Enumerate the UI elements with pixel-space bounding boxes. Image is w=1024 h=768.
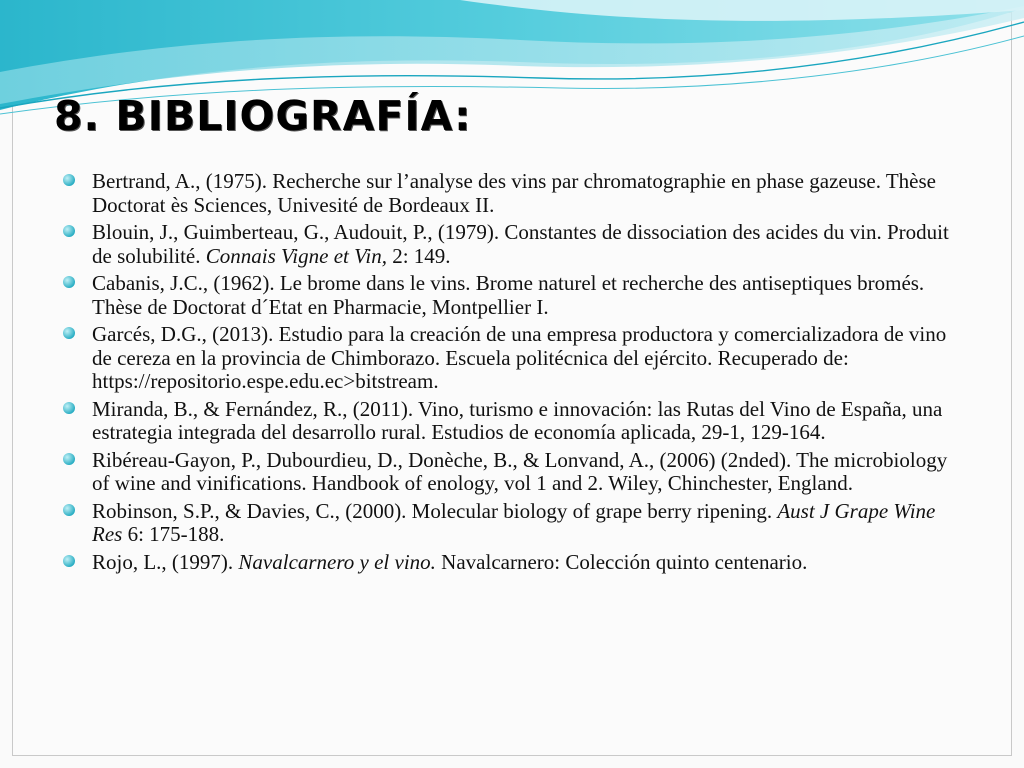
reference-italic-text: Connais Vigne et Vin,	[205, 243, 387, 268]
circle-bullet-icon	[62, 401, 76, 415]
reference-text: Robinson, S.P., & Davies, C., (2000). Molecular biology of grape berry ripening.	[92, 498, 778, 523]
circle-bullet-icon	[62, 224, 76, 238]
reference-text: Blouin, J., Guimberteau, G., Audouit, P., (1979). Constantes de dissociation des acides du vin. Produit de solubilité.	[92, 220, 949, 268]
circle-bullet-icon	[62, 326, 76, 340]
circle-bullet-icon	[62, 503, 76, 517]
reference-item	[62, 323, 962, 394]
reference-item	[62, 272, 962, 319]
reference-item	[62, 170, 962, 217]
reference-item	[62, 449, 962, 496]
circle-bullet-icon	[62, 173, 76, 187]
circle-bullet-icon	[62, 554, 76, 568]
reference-italic-text: Navalcarnero y el vino.	[238, 549, 436, 574]
reference-text: Bertrand, A., (1975). Recherche sur l’analyse des vins par chromatographie en phase gazeuse. Thèse Doctorat ès Sciences, Univesité de Bordeaux II.	[92, 169, 936, 217]
reference-text: Miranda, B., & Fernández, R., (2011). Vino, turismo e innovación: las Rutas del Vino de España, una estrategia integrada del desarrollo rural. Estudios de economía aplicada, 29-1, 129-164.	[92, 396, 943, 444]
slide-title: 8. BIBLIOGRAFÍA:	[54, 92, 472, 140]
reference-item	[62, 398, 962, 445]
reference-item	[62, 500, 962, 547]
circle-bullet-icon	[62, 452, 76, 466]
reference-item	[62, 551, 962, 575]
reference-text: Navalcarnero: Colección quinto centenario.	[435, 549, 808, 574]
reference-text: 6: 175-188.	[122, 522, 225, 546]
reference-text: 2: 149.	[386, 243, 451, 268]
reference-text: Ribéreau-Gayon, P., Dubourdieu, D., Donèche, B., & Lonvand, A., (2006) (2nded). The microbiology of wine and vinifications. Handbook of enology, vol 1 and 2. Wiley, Chinchester, England.	[92, 447, 948, 495]
reference-item	[62, 221, 962, 268]
circle-bullet-icon	[62, 275, 76, 289]
reference-text: Garcés, D.G., (2013). Estudio para la creación de una empresa productora y comercializadora de vino de cereza en la provincia de Chimborazo. Escuela politécnica del ejército. Recuperado de: https://repositorio.espe.edu.ec>bitstream.	[92, 322, 947, 393]
reference-text: Cabanis, J.C., (1962). Le brome dans le vins. Brome naturel et recherche des antiseptiques bromés. Thèse de Doctorat d´Etat en Pharmacie, Montpellier I.	[92, 271, 925, 319]
reference-list	[62, 170, 962, 578]
reference-text: Rojo, L., (1997).	[92, 549, 239, 574]
reference-italic-text: Aust J Grape Wine Res	[92, 498, 936, 546]
